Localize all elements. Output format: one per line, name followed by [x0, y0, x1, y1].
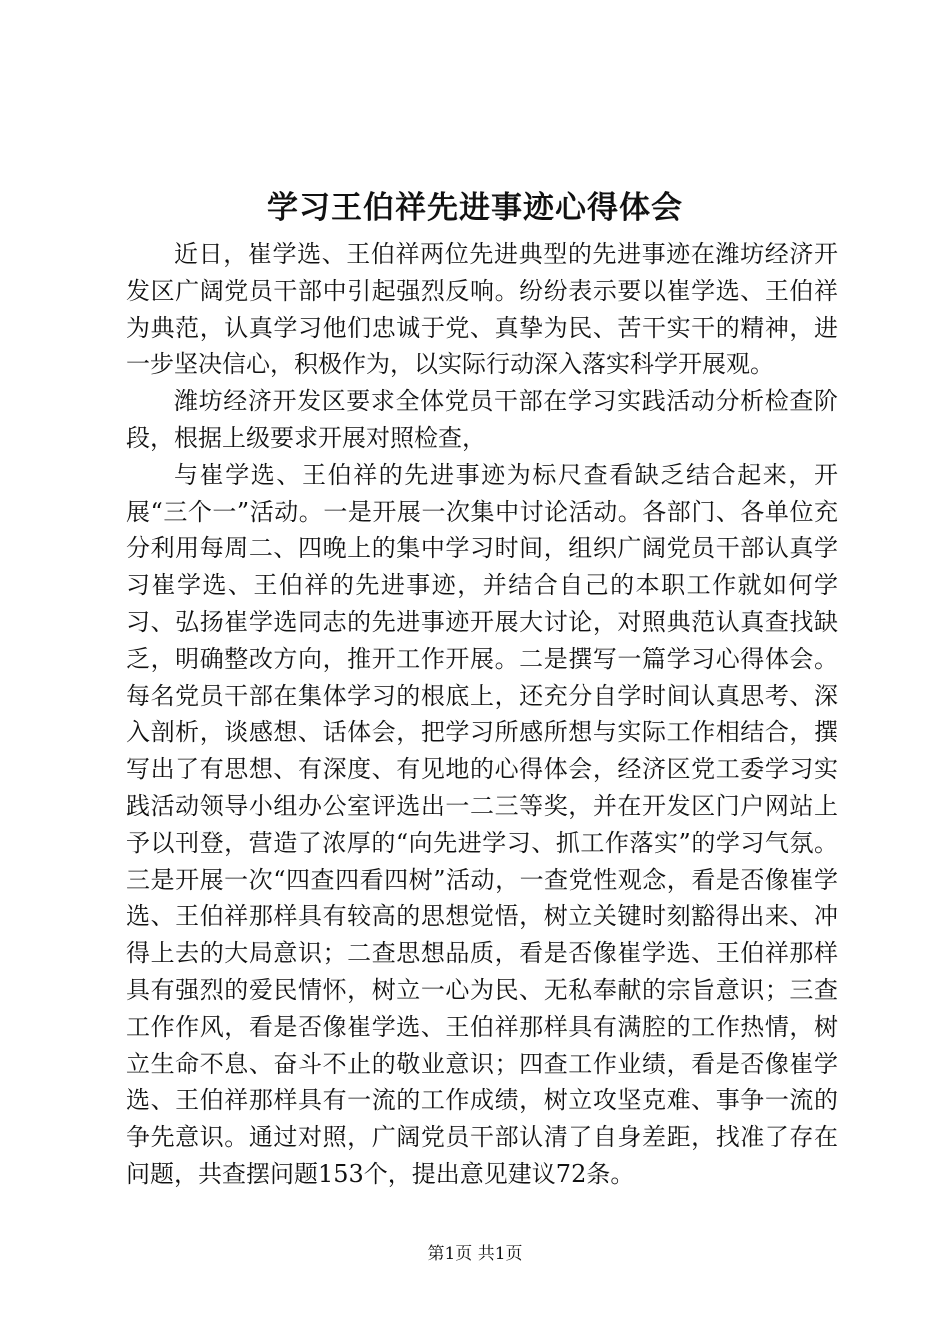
document-title: 学习王伯祥先进事迹心得体会	[267, 190, 683, 226]
paragraph-activities: 与崔学选、王伯祥的先进事迹为标尺查看缺乏结合起来，开展“三个一”活动。一是开展一次集中讨论活动。各部门、各单位充分利用每周二、四晚上的集中学习时间，组织广阔党员干部认真学习崔学选、王伯祥的先进事迹，并结合自己的本职工作就如何学习、弘扬崔学选同志的先进事迹开展大讨论，对照典范认真查找缺乏，明确整改方向，推开工作开展。二是撰写一篇学习心得体会。每名党员干部在集体学习的根底上，还充分自学时间认真思考、深入剖析，谈感想、话体会，把学习所感所想与实际工作相结合，撰写出了有思想、有深度、有见地的心得体会，经济区党工委学习实践活动领导小组办公室评选出一二三等奖，并在开发区门户网站上予以刊登，营造了浓厚的“向先进学习、抓工作落实”的学习气氛。三是开展一次“四查四看四树”活动，一查党性观念，看是否像崔学选、王伯祥那样具有较高的思想觉悟，树立关键时刻豁得出来、冲得上去的大局意识；二查思想品质，看是否像崔学选、王伯祥那样具有强烈的爱民情怀，树立一心为民、无私奉献的宗旨意识；三查工作作风，看是否像崔学选、王伯祥那样具有满腔的工作热情，树立生命不息、奋斗不止的敬业意识；四查工作业绩，看是否像崔学选、王伯祥那样具有一流的工作成绩，树立攻坚克难、事争一流的争先意识。通过对照，广阔党员干部认清了自身差距，找准了存在问题，共查摆问题153个，提出意见建议72条。	[126, 460, 838, 1188]
page-footer: 第1页 共1页	[427, 1244, 523, 1264]
paragraph-intro: 近日，崔学选、王伯祥两位先进典型的先进事迹在潍坊经济开发区广阔党员干部中引起强烈反响。纷纷表示要以崔学选、王伯祥为典范，认真学习他们忠诚于党、真挚为民、苦干实干的精神，进一步坚决信心，积极作为，以实际行动深入落实科学开展观。	[126, 240, 838, 379]
document-body	[126, 236, 838, 1193]
paragraph-requirement: 潍坊经济开发区要求全体党员干部在学习实践活动分析检查阶段，根据上级要求开展对照检查，	[126, 387, 838, 452]
